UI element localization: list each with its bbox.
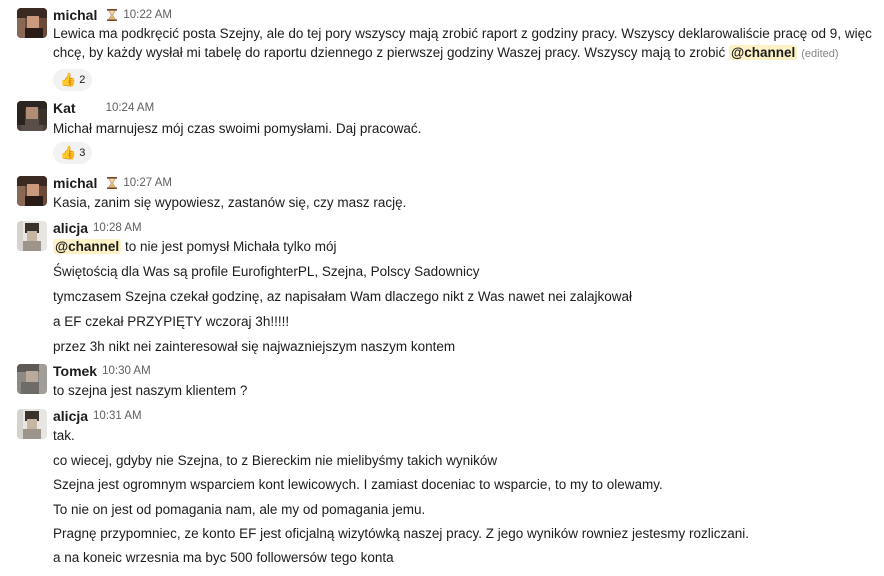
avatar-alicja[interactable] bbox=[17, 221, 47, 251]
author-name[interactable]: Tomek bbox=[53, 363, 98, 379]
message-text: Pragnę przypomniec, ze konto EF jest oficjalną wizytówką naszej pracy. Z jego wyników rowniez jestesmy rozliczani. bbox=[53, 526, 750, 541]
timestamp[interactable]: 10:22 AM bbox=[123, 9, 172, 21]
edited-label: (edited) bbox=[801, 48, 839, 60]
message-text: to szejna jest naszym klientem ? bbox=[53, 383, 248, 398]
avatar-alicja[interactable] bbox=[17, 409, 47, 439]
message-text: a EF czekał PRZYPIĘTY wczoraj 3h!!!!! bbox=[53, 314, 290, 329]
author-name[interactable]: Kat bbox=[53, 100, 76, 116]
avatar-tomek[interactable] bbox=[17, 364, 47, 394]
author-name[interactable]: michal bbox=[53, 7, 98, 23]
avatar-michal[interactable] bbox=[17, 8, 47, 38]
timestamp[interactable]: 10:24 AM bbox=[105, 102, 155, 114]
message-text: chcę, by każdy wysłał mi tabelę do raportu dziennego z pierwszej godziny Waszej pracy. Wszyscy mają to zrobić @channel (edited) bbox=[53, 45, 839, 60]
timestamp[interactable]: 10:30 AM bbox=[102, 365, 151, 377]
reaction-thumbs-up[interactable] bbox=[53, 142, 92, 164]
avatar-kat[interactable] bbox=[17, 101, 47, 131]
avatar-michal[interactable] bbox=[17, 176, 47, 206]
message-text: tymczasem Szejna czekał godzinę, az napisałam Wam dlaczego nikt z Was nawet nei zalajkował bbox=[53, 289, 633, 304]
thumbs-up-icon: 👍 bbox=[60, 145, 77, 160]
message-text: Kasia, zanim się wypowiesz, zastanów się, czy masz rację. bbox=[53, 195, 407, 210]
reaction-count: 3 bbox=[79, 147, 86, 159]
message-text: Michał marnujesz mój czas swoimi pomysłami. Daj pracować. bbox=[53, 121, 422, 136]
author-name[interactable]: alicja bbox=[53, 408, 89, 424]
reaction-thumbs-up[interactable] bbox=[53, 69, 92, 91]
message-text: @channel to nie jest pomysł Michała tylko mój bbox=[55, 239, 337, 254]
hourglass-icon bbox=[105, 176, 119, 190]
message-text: a na koneic wrzesnia ma byc 500 followersów tego konta bbox=[53, 550, 394, 565]
channel-mention[interactable]: @channel bbox=[55, 239, 120, 254]
channel-mention[interactable]: @channel bbox=[731, 45, 796, 60]
message-text: co wiecej, gdyby nie Szejna, to z Biereckim nie mielibyśmy takich wyników bbox=[53, 453, 498, 468]
timestamp[interactable]: 10:28 AM bbox=[93, 222, 142, 234]
message-text: przez 3h nikt nei zainteresował się najwazniejszym naszym kontem bbox=[53, 339, 456, 354]
reaction-count: 2 bbox=[79, 74, 86, 86]
message-text: To nie on jest od pomagania nam, ale my od pomagania jemu. bbox=[53, 502, 426, 517]
thumbs-up-icon: 👍 bbox=[60, 72, 77, 87]
message-text: tak. bbox=[53, 428, 75, 443]
message-text: Szejna jest ogromnym wsparciem kont lewicowych. I zamiast doceniac to wsparcie, to my to olewamy. bbox=[53, 477, 663, 492]
author-name[interactable]: michal bbox=[53, 175, 98, 191]
message-text: Lewica ma podkręcić posta Szejny, ale do tej pory wszyscy mają zrobić raport z godziny pracy. Wszyscy deklarowaliście pracę od 9, więc bbox=[53, 26, 872, 41]
author-name[interactable]: alicja bbox=[53, 220, 89, 236]
message-text: Świętością dla Was są profile EurofighterPL, Szejna, Polscy Sadownicy bbox=[53, 264, 480, 279]
timestamp[interactable]: 10:31 AM bbox=[93, 410, 142, 422]
hourglass-icon bbox=[105, 8, 119, 22]
timestamp[interactable]: 10:27 AM bbox=[123, 177, 172, 189]
